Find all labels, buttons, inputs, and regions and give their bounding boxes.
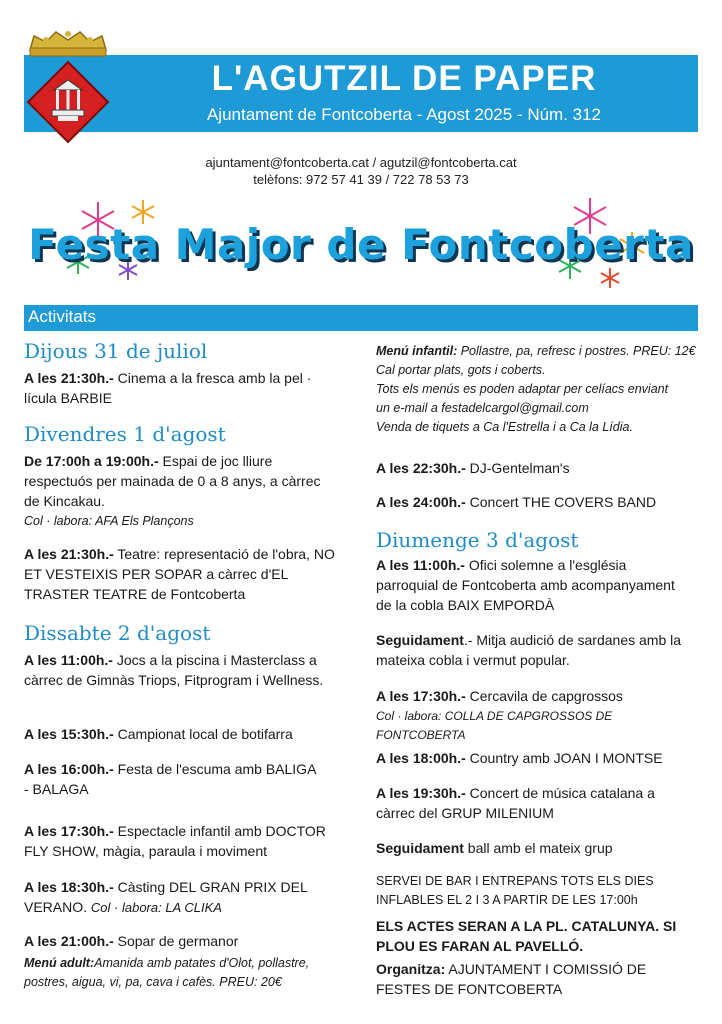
menu-adult: Menú adult:Amanida amb patates d'Olot, pollastre, postres, aigua, vi, pa, cava i cafès. PREU: 20€ (24, 956, 310, 989)
collab-note: Col · labora: COLLA DE CAPGROSSOS DE FONTCOBERTA (376, 709, 613, 742)
menu-note: Venda de tiquets a Ca l'Estrella i a Ca la Lídia. (376, 420, 633, 434)
event-item: Seguidament.- Mitja audició de sardanes amb la mateixa cobla i vermut popular. (376, 632, 682, 668)
event-item: A les 22:30h.- DJ-Gentelman's (376, 460, 570, 476)
newsletter-subtitle: Ajuntament de Fontcoberta - Agost 2025 - Núm. 312 (206, 105, 602, 124)
contact-emails: ajuntament@fontcoberta.cat / agutzil@fontcoberta.cat (205, 155, 517, 170)
menu-note: Cal portar plats, gots i coberts. (376, 363, 546, 377)
event-item: A les 18:00h.- Country amb JOAN I MONTSE (376, 750, 663, 766)
event-item: A les 21:00h.- Sopar de germanor (24, 933, 239, 949)
event-item: A les 11:00h.- Jocs a la piscina i Masterclass a càrrec de Gimnàs Triops, Fitprogram i Wellness. (24, 652, 324, 688)
newsletter-title: L'AGUTZIL DE PAPER (211, 59, 597, 98)
collab-note: Col · labora: AFA Els Plançons (24, 514, 194, 528)
location-note: ELS ACTES SERAN A LA PL. CATALUNYA. SI PLOU ES FARAN AL PAVELLÓ. (376, 918, 677, 954)
menu-kids: Menú infantil: Pollastre, pa, refresc i postres. PREU: 12€ (376, 344, 696, 358)
event-item: A les 17:30h.- Espectacle infantil amb DOCTOR FLY SHOW, màgia, paraula i moviment (24, 823, 326, 859)
day-heading-sunday: Diumenge 3 d'agost (376, 528, 579, 552)
day-heading-saturday: Dissabte 2 d'agost (24, 621, 211, 645)
header-banner (24, 55, 698, 132)
event-item: Seguidament ball amb el mateix grup (376, 840, 613, 856)
event-item: A les 16:00h.- Festa de l'escuma amb BALIGA - BALAGA (24, 761, 316, 797)
event-item: A les 21:30h.- Teatre: representació de l'obra, NO ET VESTEIXIS PER SOPAR a càrrec d'EL TRASTER TEATRE de Fontcoberta (24, 546, 335, 602)
day-heading-thursday: Dijous 31 de juliol (24, 339, 208, 363)
event-item: A les 18:30h.- Càsting DEL GRAN PRIX DEL VERANO. Col · labora: LA CLIKA (24, 879, 308, 915)
event-item: A les 19:30h.- Concert de música catalana a càrrec del GRUP MILENIUM (376, 785, 655, 821)
left-column (24, 340, 344, 1020)
day-heading-friday: Divendres 1 d'agost (24, 422, 226, 446)
organizer-note: Organitza: AJUNTAMENT I COMISSIÓ DE FESTES DE FONTCOBERTA (376, 961, 647, 997)
event-item: A les 17:30h.- Cercavila de capgrossos (376, 688, 623, 704)
section-title: Activitats (28, 307, 97, 326)
contact-phones: telèfons: 972 57 41 39 / 722 78 53 73 (253, 172, 469, 187)
event-item: De 17:00h a 19:00h.- Espai de joc lliure respectuós per mainada de 0 a 8 anys, a càrrec de Kincakau. (24, 453, 321, 509)
event-item: A les 15:30h.- Campionat local de botifarra (24, 726, 293, 742)
event-item: A les 24:00h.- Concert THE COVERS BAND (376, 494, 657, 510)
coat-of-arms-icon (20, 28, 116, 148)
section-bar (24, 305, 698, 331)
event-item: A les 21:30h.- Cinema a la fresca amb la pel · lícula BARBIE (24, 370, 312, 406)
right-column (376, 340, 698, 1020)
bar-note: SERVEI DE BAR I ENTREPANS TOTS ELS DIES INFLABLES EL 2 I 3 A PARTIR DE LES 17:00h (376, 874, 654, 907)
event-item: A les 11:00h.- Ofici solemne a l'església parroquial de Fontcoberta amb acompanyament de la cobla BAIX EMPORDÀ (376, 557, 675, 613)
festa-major-title: Festa Major de Fontcoberta (28, 220, 694, 269)
menu-note: Tots els menús es poden adaptar per celíacs enviant un e-mail a festadelcargol@gmail.com (376, 382, 669, 415)
